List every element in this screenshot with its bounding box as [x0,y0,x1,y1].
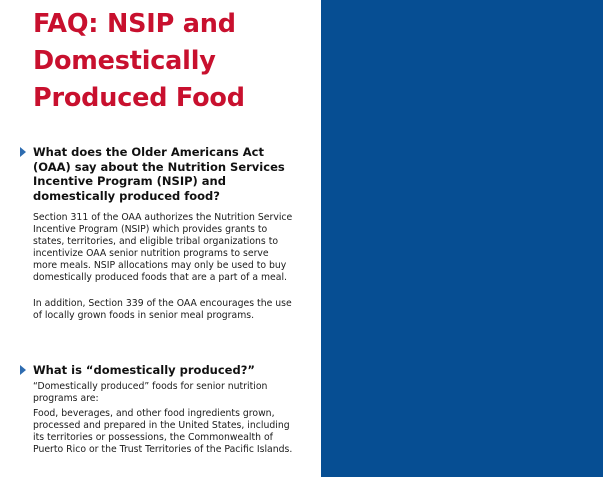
faq-question-1 [20,145,290,203]
triangle-right-icon [20,365,26,375]
page-title: FAQ: NSIP and Domestically Produced Food [33,9,245,113]
blue-side-panel [321,0,603,477]
answer-paragraph: In addition, Section 339 of the OAA encourages the use of locally grown foods in senior meal programs. [33,298,292,322]
faq-question-2 [20,363,290,378]
question-text: What is “domestically produced?” [33,363,255,377]
answer-paragraph: Section 311 of the OAA authorizes the Nutrition Service Incentive Program (NSIP) which provides grants to states, territories, and eligible tribal organizations to incentivize OAA senior nutrition programs to serve more meals. NSIP allocations may only be used to buy domestically produced foods that are a part of a meal. [33,212,293,284]
answer-paragraph: “Domestically produced” foods for senior nutrition programs are: [33,381,268,405]
answer-paragraph: Food, beverages, and other food ingredients grown, processed and prepared in the United States, including its territories or possessions, the Commonwealth of Puerto Rico or the Trust Territories of the Pacific Islands. [33,408,293,456]
triangle-right-icon [20,147,26,157]
question-text: What does the Older Americans Act (OAA) say about the Nutrition Services Incentive Program (NSIP) and domestically produced food? [33,145,285,203]
